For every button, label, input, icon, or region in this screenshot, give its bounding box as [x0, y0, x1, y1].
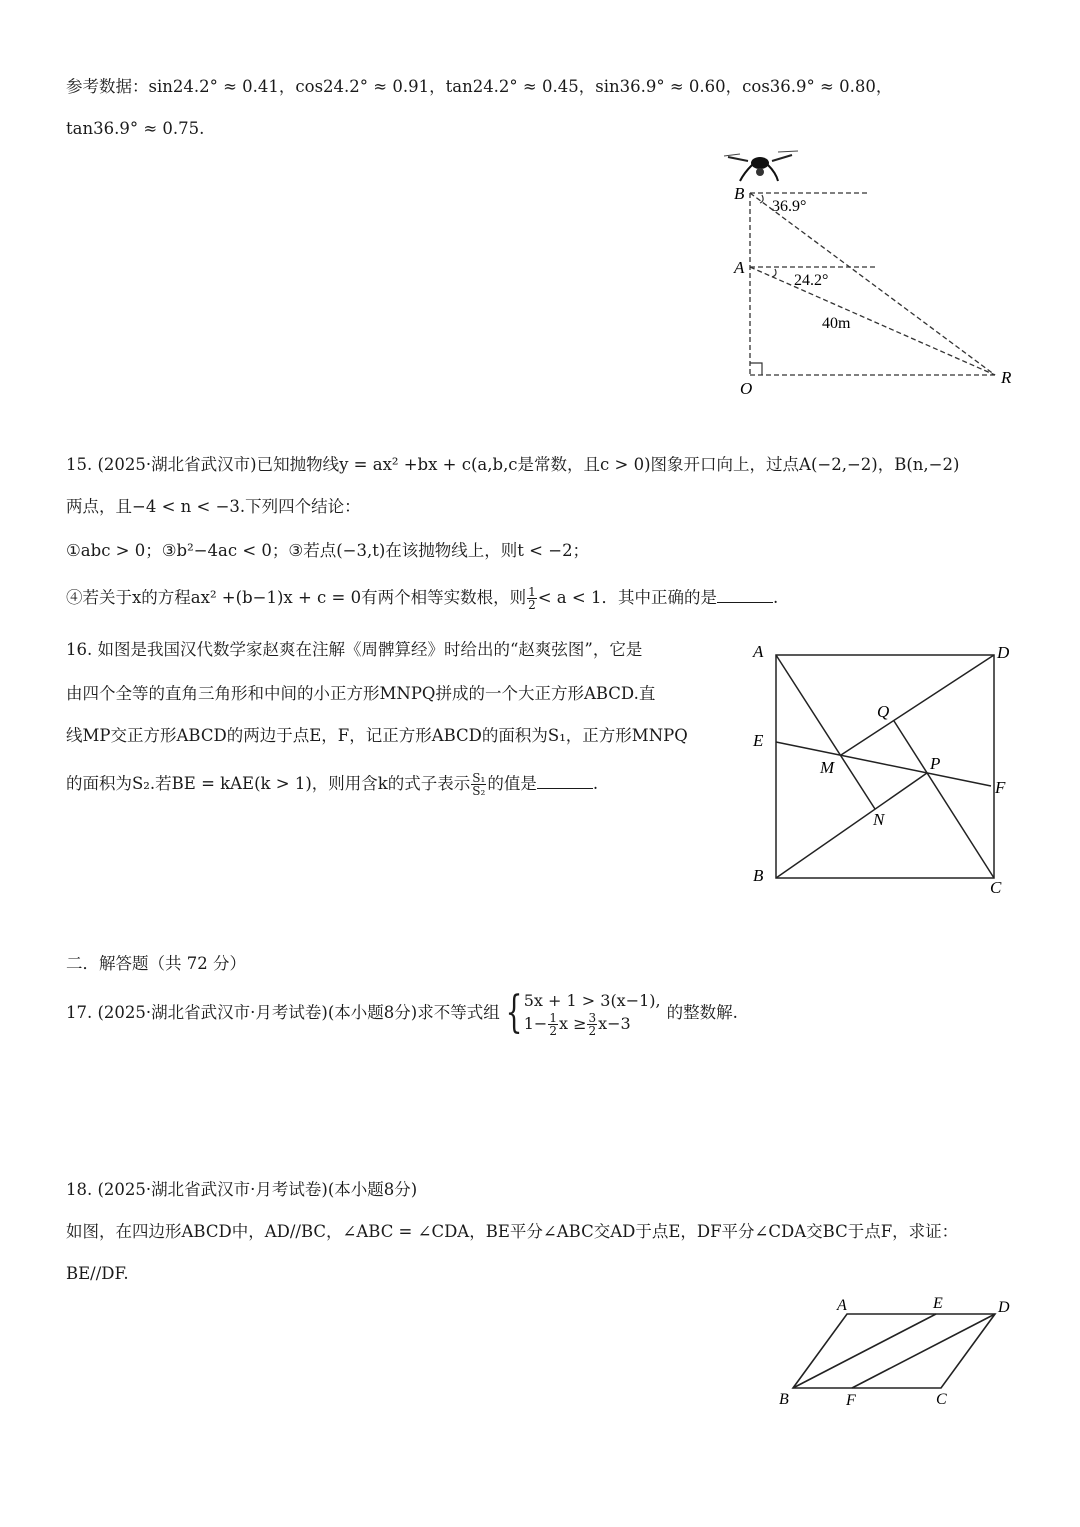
q18-line-1: 18. (2025·湖北省武汉市·月考试卷)(本小题8分) — [66, 1180, 418, 1199]
q15-line-1: 15. (2025·湖北省武汉市)已知抛物线y = ax² +bx + c(a,b,c是常数，且c > 0)图象开口向上，过点A(−2,−2)，B(n,−2) — [66, 455, 960, 474]
point-label-A: A — [753, 642, 764, 661]
length-label-40m: 40m — [822, 315, 851, 332]
q16-line-1: 16. 如图是我国汉代数学家赵爽在注解《周髀算经》时给出的“赵爽弦图”，它是 — [66, 640, 643, 659]
point-label-D: D — [998, 1299, 1010, 1316]
point-label-B: B — [734, 184, 745, 203]
point-label-R: R — [1001, 368, 1012, 387]
drone-icon — [724, 151, 798, 181]
point-label-P: P — [930, 754, 941, 773]
inequality-1: 5x + 1 > 3(x−1), — [523, 990, 661, 1010]
point-label-A: A — [734, 258, 745, 277]
point-label-Q: Q — [877, 702, 890, 721]
angle-label-24-2: 24.2° — [794, 272, 829, 289]
point-label-C: C — [936, 1391, 947, 1408]
q18-line-2: 如图，在四边形ABCD中，AD//BC，∠ABC = ∠CDA，BE平分∠ABC交AD于点E，DF平分∠CDA交BC于点F，求证： — [66, 1222, 959, 1241]
point-label-F: F — [846, 1392, 856, 1409]
point-label-M: M — [820, 758, 835, 777]
answer-blank-q16[interactable] — [537, 772, 593, 789]
point-label-A: A — [837, 1297, 847, 1314]
point-label-F: F — [995, 778, 1006, 797]
q16-line-2: 由四个全等的直角三角形和中间的小正方形MNPQ拼成的一个大正方形ABCD.直 — [66, 684, 656, 703]
point-label-E: E — [753, 731, 764, 750]
zhaoshuang-chord-figure — [745, 635, 1025, 900]
point-label-N: N — [873, 810, 885, 829]
inequality-system — [500, 987, 661, 1038]
section-heading-answer-questions: 二．解答题（共 72 分） — [66, 954, 246, 973]
fraction-one-half: $\frac{1}{2}$ — [528, 585, 536, 612]
fraction-s1-over-s2: $\frac{\text{S₁}}{\text{S₂}}$ — [472, 771, 486, 798]
point-label-E: E — [933, 1295, 943, 1312]
q17 — [66, 988, 738, 1038]
point-label-B: B — [779, 1391, 789, 1408]
answer-blank-q15[interactable] — [717, 586, 773, 603]
point-label-B: B — [753, 866, 764, 885]
point-label-C: C — [990, 878, 1002, 897]
q15-line-4-text: ④若关于x的方程ax² +(b−1)x + c = 0有两个相等实数根，则 — [66, 588, 527, 607]
left-brace: { — [505, 987, 523, 1038]
q17-prefix: 17. (2025·湖北省武汉市·月考试卷)(本小题8分)求不等式组 — [66, 1003, 500, 1022]
q16-line-3: 线MP交正方形ABCD的两边于点E，F，记正方形ABCD的面积为S₁，正方形MNPQ — [66, 726, 688, 745]
inequality-2: 1− $\frac{1}{2}$ x ≥ $\frac{3}{2}$ x−3 — [523, 1010, 631, 1038]
point-label-O: O — [740, 379, 753, 398]
angle-label-36-9: 36.9° — [772, 198, 807, 215]
reference-data-line-1: 参考数据：sin24.2° ≈ 0.41，cos24.2° ≈ 0.91，tan24.2° ≈ 0.45，sin36.9° ≈ 0.60，cos36.9° ≈ 0.80， — [66, 77, 893, 96]
point-label-D: D — [997, 643, 1010, 662]
q15-line-4: ④若关于x的方程ax² +(b−1)x + c = 0有两个相等实数根，则 $\frac{1}{2}$ < a < 1．其中正确的是 . — [66, 585, 779, 612]
parallelogram-figure — [760, 1285, 1030, 1415]
q15-line-2: 两点，且−4 < n < −3.下列四个结论： — [66, 497, 361, 516]
drone-elevation-figure — [720, 145, 1020, 405]
q15-line-3: ①abc > 0；③b²−4ac < 0；③若点(−3,t)在该抛物线上，则t < −2； — [66, 541, 590, 560]
q17-suffix: 的整数解. — [666, 1003, 738, 1022]
q18-line-3: BE//DF. — [66, 1264, 129, 1283]
reference-data-line-2: tan36.9° ≈ 0.75. — [66, 119, 205, 138]
q16-line-4: 的面积为S₂.若BE = kAE(k > 1)，则用含k的式子表示 $\frac{\text{S₁}}{\text{S₂}}$ 的值是 . — [66, 771, 599, 798]
